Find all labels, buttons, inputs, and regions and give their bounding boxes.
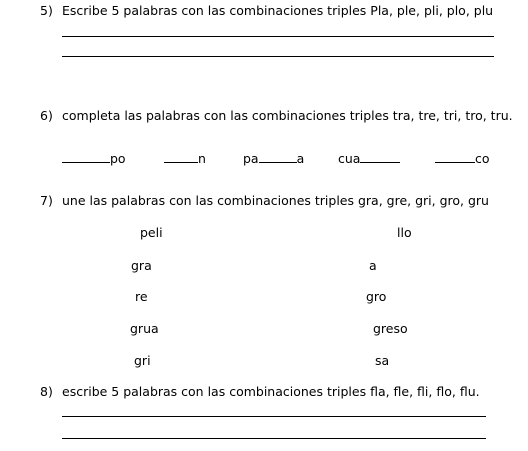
- fill-in-word-5: [435, 151, 490, 166]
- question-6-number: 6): [40, 108, 53, 123]
- word-ending: n: [198, 151, 206, 166]
- fill-in-blank[interactable]: [62, 151, 110, 163]
- word-ending: po: [110, 151, 126, 166]
- question-7-text: une las palabras con las combinaciones triples gra, gre, gri, gro, gru: [62, 193, 489, 208]
- fill-in-blank[interactable]: [164, 151, 198, 163]
- word-ending: a: [296, 151, 305, 166]
- question-8-number: 8): [40, 384, 53, 399]
- fill-in-word-2: [164, 151, 206, 166]
- left-word[interactable]: re: [135, 289, 148, 304]
- question-7-number: 7): [40, 193, 53, 208]
- question-5-number: 5): [40, 3, 53, 18]
- fill-in-word-3: [243, 151, 304, 166]
- right-word[interactable]: llo: [397, 225, 412, 240]
- answer-line[interactable]: [62, 416, 486, 417]
- right-word[interactable]: sa: [375, 353, 390, 368]
- right-word[interactable]: greso: [373, 321, 408, 336]
- fill-in-blank[interactable]: [360, 151, 400, 163]
- fill-in-word-4: [338, 151, 400, 166]
- fill-in-word-1: [62, 151, 126, 166]
- word-start: pa: [243, 151, 259, 166]
- question-5-text: Escribe 5 palabras con las combinaciones triples Pla, ple, pli, plo, plu: [62, 3, 494, 18]
- answer-line[interactable]: [62, 56, 494, 57]
- question-6-text: completa las palabras con las combinaciones triples tra, tre, tri, tro, tru.: [62, 108, 513, 123]
- left-word[interactable]: gri: [134, 353, 151, 368]
- question-8-text: escribe 5 palabras con las combinaciones triples fla, fle, fli, flo, flu.: [62, 384, 480, 399]
- right-word[interactable]: a: [369, 258, 377, 273]
- right-word[interactable]: gro: [366, 289, 387, 304]
- answer-line[interactable]: [62, 36, 494, 37]
- answer-line[interactable]: [62, 438, 486, 439]
- fill-in-blank[interactable]: [435, 151, 475, 163]
- fill-in-blank[interactable]: [259, 151, 297, 163]
- left-word[interactable]: gra: [131, 258, 152, 273]
- left-word[interactable]: peli: [140, 225, 163, 240]
- word-start: cua: [338, 151, 361, 166]
- left-word[interactable]: grua: [130, 321, 159, 336]
- word-ending: co: [475, 151, 490, 166]
